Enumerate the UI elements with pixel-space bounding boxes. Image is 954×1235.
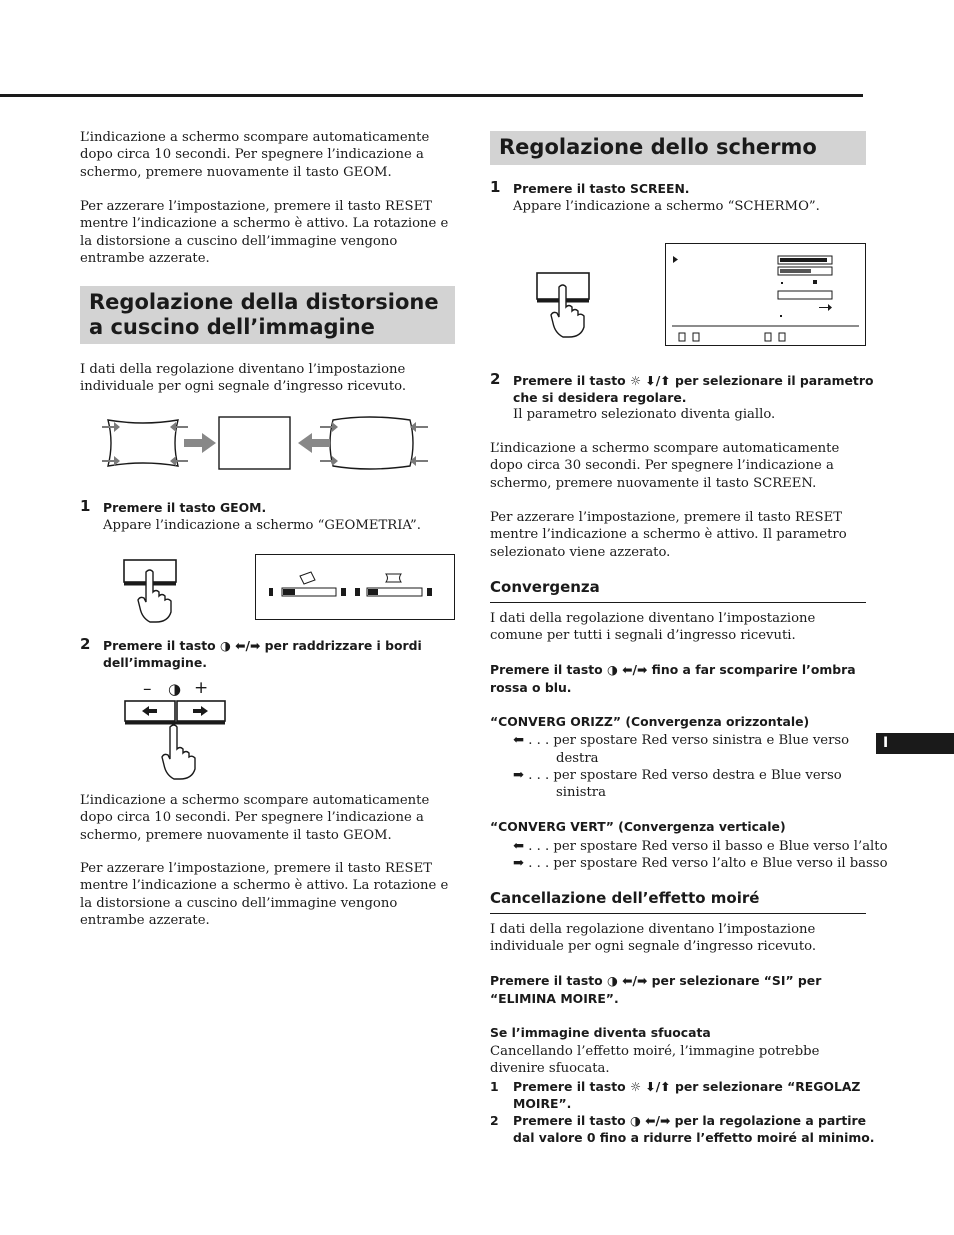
convergence-heading: Convergenza	[490, 578, 600, 596]
left-intro-paragraph-1: L’indicazione a schermo scompare automaticamente dopo circa 10 secondi. Per spegnere l’indicazione a schermo, premere nuovamente il tasto GEOM.	[80, 130, 430, 180]
pincushion-diagram	[98, 412, 438, 474]
moire-instruction-line-1: Premere il tasto ◑ ⬅/➡ per selezionare “SI” per	[490, 973, 822, 988]
step-1-result: Appare l’indicazione a schermo “GEOMETRIA”.	[103, 518, 421, 533]
convergence-description: I dati della regolazione diventano l’impostazione comune per tutti i segnali d’ingresso ricevuti.	[490, 611, 816, 644]
contrast-icon: ◑	[168, 680, 182, 698]
screen-step-2-instruction-line-2: che si desidera regolare.	[513, 390, 687, 405]
blur-step-1-line-1: Premere il tasto ☼ ⬇/⬆ per selezionare “REGOLAZ	[513, 1079, 861, 1094]
step-2-instruction-line-2: dell’immagine.	[103, 655, 207, 670]
schermo-osd-display	[665, 243, 866, 346]
screen-heading-text: Regolazione dello schermo	[499, 135, 817, 159]
blur-title: Se l’immagine diventa sfuocata	[490, 1025, 711, 1040]
screen-step-2-number: 2	[490, 370, 501, 388]
step-1-number: 1	[80, 497, 91, 515]
step-2-instruction-line-1: Premere il tasto ◑ ⬅/➡ per raddrizzare i bordi	[103, 638, 422, 653]
converg-vert-left: ⬅ . . . per spostare Red verso il basso e Blue verso l’alto	[513, 839, 888, 854]
moire-heading: Cancellazione dell’effetto moiré	[490, 889, 760, 907]
screen-step-2-result: Il parametro selezionato diventa giallo.	[513, 407, 776, 422]
contrast-buttons-press-illustration[interactable]	[122, 699, 230, 781]
screen-button-press-illustration[interactable]	[533, 271, 595, 339]
convergence-instruction-line-2: rossa o blu.	[490, 680, 572, 695]
barrel-shape	[330, 417, 413, 469]
plus-label: +	[194, 678, 209, 698]
step-1-instruction: Premere il tasto GEOM.	[103, 500, 267, 515]
converg-orizz-right-line-1: ➡ . . . per spostare Red verso destra e Blue verso	[513, 768, 842, 783]
correct-shape	[219, 417, 290, 469]
blur-step-2-line-1: Premere il tasto ◑ ⬅/➡ per la regolazione a partire	[513, 1113, 867, 1128]
geometria-osd-display	[255, 554, 455, 620]
blur-step-2-number: 2	[490, 1113, 499, 1128]
moire-description: I dati della regolazione diventano l’impostazione individuale per ogni segnale d’ingresso ricevuto.	[490, 922, 817, 955]
convergence-instruction-line-1: Premere il tasto ◑ ⬅/➡ fino a far scomparire l’ombra	[490, 662, 856, 677]
converg-orizz-title: “CONVERG ORIZZ” (Convergenza orizzontale)	[490, 714, 810, 729]
converg-vert-right: ➡ . . . per spostare Red verso l’alto e Blue verso il basso	[513, 856, 888, 871]
screen-step-1-instruction: Premere il tasto SCREEN.	[513, 181, 690, 196]
left-outro-paragraph-2: Per azzerare l’impostazione, premere il tasto RESET mentre l’indicazione a schermo è attivo. La rotazione e la distorsione a cuscino dell’immagine vengono entrambe azzerate.	[80, 861, 449, 928]
minus-label: –	[143, 679, 152, 699]
screen-step-2-instruction-line-1: Premere il tasto ☼ ⬇/⬆ per selezionare il parametro	[513, 373, 874, 388]
blur-step-2-line-2: dal valore 0 fino a ridurre l’effetto moiré al minimo.	[513, 1130, 875, 1145]
section-heading-screen	[490, 131, 866, 165]
geom-button-press-illustration[interactable]	[120, 558, 182, 624]
convergence-rule	[490, 602, 866, 603]
step-2-number: 2	[80, 635, 91, 653]
converg-orizz-left-line-2: destra	[556, 751, 599, 766]
moire-instruction-line-2: “ELIMINA MOIRE”.	[490, 991, 619, 1006]
moire-rule	[490, 913, 866, 914]
converg-orizz-left-line-1: ⬅ . . . per spostare Red verso sinistra e Blue verso	[513, 733, 850, 748]
section-heading-pincushion	[80, 286, 455, 344]
screen-step-1-number: 1	[490, 178, 501, 196]
heading-line-1: Regolazione della distorsione	[89, 290, 439, 314]
blur-step-1-number: 1	[490, 1079, 499, 1094]
top-rule	[0, 94, 863, 97]
screen-step-1-result: Appare l’indicazione a schermo “SCHERMO”.	[513, 199, 820, 214]
language-side-tab: I	[876, 733, 954, 754]
blur-step-1-line-2: MOIRE”.	[513, 1096, 572, 1111]
converg-vert-title: “CONVERG VERT” (Convergenza verticale)	[490, 819, 786, 834]
pincushion-description: I dati della regolazione diventano l’impostazione individuale per ogni segnale d’ingresso ricevuto.	[80, 362, 407, 395]
left-intro-paragraph-2: Per azzerare l’impostazione, premere il tasto RESET mentre l’indicazione a schermo è attivo. La rotazione e la distorsione a cuscino dell’immagine vengono entrambe azzerate.	[80, 199, 449, 266]
converg-orizz-right-line-2: sinistra	[556, 785, 606, 800]
left-outro-paragraph-1: L’indicazione a schermo scompare automaticamente dopo circa 10 secondi. Per spegnere l’indicazione a schermo, premere nuovamente il tasto GEOM.	[80, 793, 430, 843]
heading-line-2: a cuscino dell’immagine	[89, 315, 375, 339]
screen-paragraph-1: L’indicazione a schermo scompare automaticamente dopo circa 30 secondi. Per spegnere l’indicazione a schermo, premere nuovamente il tasto SCREEN.	[490, 441, 840, 491]
blur-text: Cancellando l’effetto moiré, l’immagine potrebbe divenire sfuocata.	[490, 1044, 820, 1077]
screen-paragraph-2: Per azzerare l’impostazione, premere il tasto RESET mentre l’indicazione a schermo è attivo. Il parametro selezionato viene azzerato.	[490, 510, 847, 560]
